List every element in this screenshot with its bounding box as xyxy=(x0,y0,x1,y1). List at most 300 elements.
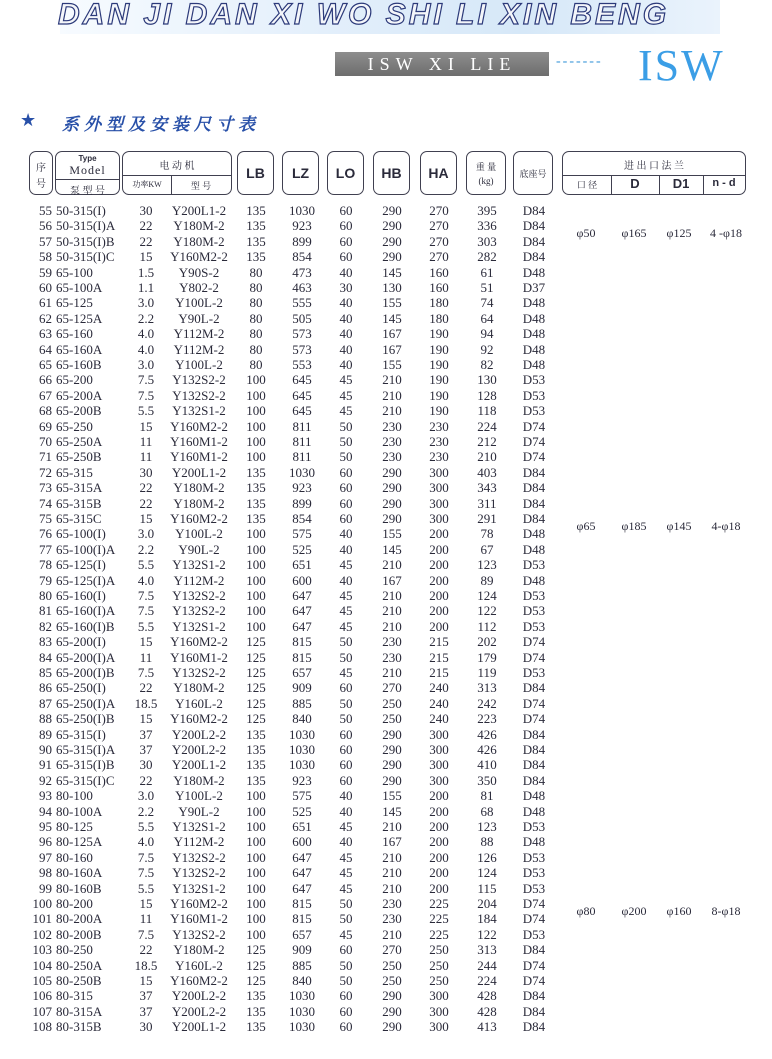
row-number: 63 xyxy=(39,326,52,342)
lo-value: 40 xyxy=(339,341,353,357)
header-bore: 口 径 xyxy=(576,180,598,190)
motor-power: 5.5 xyxy=(137,403,155,419)
weight-value: 92 xyxy=(480,341,494,357)
header-d: D xyxy=(630,176,640,191)
lb-value: 125 xyxy=(246,957,266,973)
motor-power: 11 xyxy=(139,911,153,927)
weight-value: 89 xyxy=(480,572,494,588)
lz-value: 505 xyxy=(292,310,312,326)
lb-value: 100 xyxy=(246,849,266,865)
weight-value: 244 xyxy=(477,957,497,973)
base-value: D74 xyxy=(522,649,546,665)
lo-value: 50 xyxy=(339,911,353,927)
lo-value: 50 xyxy=(339,434,353,449)
base-value: D48 xyxy=(522,526,546,542)
weight-value: 311 xyxy=(477,495,497,511)
header-lz xyxy=(282,151,319,195)
motor-type: Y132S2-2 xyxy=(172,603,226,619)
motor-type: Y160M1-2 xyxy=(170,434,228,449)
lb-value: 100 xyxy=(246,434,266,449)
hb-value: 290 xyxy=(382,757,402,773)
hb-value: 210 xyxy=(382,865,402,881)
lb-value: 100 xyxy=(246,803,266,819)
lb-value: 135 xyxy=(246,511,266,526)
motor-power: 4.0 xyxy=(137,326,155,342)
lb-value: 100 xyxy=(246,880,266,896)
hb-value: 290 xyxy=(382,726,402,742)
lo-value: 60 xyxy=(339,988,353,1004)
lo-value: 45 xyxy=(339,849,353,865)
motor-power: 37 xyxy=(139,742,153,757)
motor-power: 4.0 xyxy=(137,834,155,850)
motor-power: 2.2 xyxy=(137,541,155,557)
lb-value: 100 xyxy=(246,387,266,403)
ha-value: 215 xyxy=(429,665,449,680)
lz-value: 463 xyxy=(292,280,312,295)
motor-type: Y132S1-2 xyxy=(172,880,226,896)
header-hb-label: HB xyxy=(381,165,402,181)
header-motor xyxy=(122,151,232,195)
motor-type: Y160L-2 xyxy=(175,695,223,711)
lb-value: 135 xyxy=(246,249,266,265)
motor-type: Y160M2-2 xyxy=(170,634,228,650)
pinyin-title: DAN JI DAN XI WO SHI LI XIN BENG xyxy=(58,0,670,31)
pump-model: 65-125(I) xyxy=(56,557,106,573)
lz-value: 923 xyxy=(292,480,312,496)
ha-value: 200 xyxy=(429,803,449,819)
motor-type: Y200L2-2 xyxy=(171,988,227,1004)
motor-type: Y160M2-2 xyxy=(170,418,228,434)
motor-power: 22 xyxy=(139,772,153,788)
lo-value: 60 xyxy=(339,680,353,696)
base-value: D48 xyxy=(522,788,546,804)
flange-d1: φ145 xyxy=(666,518,692,533)
base-value: D84 xyxy=(522,772,546,788)
lb-value: 135 xyxy=(246,772,266,788)
hb-value: 167 xyxy=(382,326,402,342)
weight-value: 343 xyxy=(477,480,497,496)
pump-model: 65-160(I)A xyxy=(56,603,116,619)
motor-power: 15 xyxy=(139,973,153,988)
motor-type: Y160M2-2 xyxy=(170,711,228,727)
lz-value: 811 xyxy=(292,449,312,465)
base-value: D53 xyxy=(522,372,546,388)
pump-model: 80-200 xyxy=(56,896,93,911)
row-number: 74 xyxy=(39,495,52,511)
lo-value: 45 xyxy=(339,603,353,619)
flange-d1: φ125 xyxy=(666,226,692,241)
lb-value: 135 xyxy=(246,480,266,496)
motor-type: Y200L1-2 xyxy=(171,1019,227,1035)
weight-value: 313 xyxy=(477,680,497,696)
motor-power: 2.2 xyxy=(137,803,155,819)
lb-value: 100 xyxy=(246,618,266,634)
lz-value: 854 xyxy=(292,249,312,265)
row-number: 77 xyxy=(39,541,52,557)
base-value: D74 xyxy=(522,896,546,911)
hb-value: 210 xyxy=(382,372,402,388)
base-value: D84 xyxy=(522,1019,546,1035)
row-number: 67 xyxy=(39,387,52,403)
hb-value: 210 xyxy=(382,588,402,603)
pump-model: 65-250(I) xyxy=(56,680,106,696)
ha-value: 160 xyxy=(429,280,449,295)
hb-value: 290 xyxy=(382,511,402,526)
row-number: 86 xyxy=(39,680,52,696)
lo-value: 45 xyxy=(339,926,353,942)
lo-value: 60 xyxy=(339,203,353,218)
lo-value: 40 xyxy=(339,572,353,588)
hb-value: 145 xyxy=(382,541,402,557)
motor-type: Y180M-2 xyxy=(173,218,225,234)
ha-value: 230 xyxy=(429,449,449,465)
base-value: D53 xyxy=(522,588,546,603)
ha-value: 270 xyxy=(429,218,449,234)
hb-value: 290 xyxy=(382,249,402,265)
lz-value: 1030 xyxy=(289,464,315,480)
motor-power: 30 xyxy=(139,757,153,773)
base-value: D53 xyxy=(522,849,546,865)
ha-value: 270 xyxy=(429,249,449,265)
motor-power: 18.5 xyxy=(134,957,158,973)
hb-value: 290 xyxy=(382,480,402,496)
header-ha xyxy=(420,151,457,195)
header-base xyxy=(513,151,553,195)
header-model xyxy=(55,151,120,195)
motor-power: 30 xyxy=(139,1019,153,1035)
motor-type: Y100L-2 xyxy=(175,788,223,804)
weight-value: 350 xyxy=(477,772,497,788)
ha-value: 200 xyxy=(429,557,449,573)
lo-value: 40 xyxy=(339,803,353,819)
row-number: 71 xyxy=(39,449,52,465)
pump-model: 65-315(I) xyxy=(56,726,106,742)
ha-value: 180 xyxy=(429,310,449,326)
lo-value: 40 xyxy=(339,326,353,342)
pump-model: 65-125A xyxy=(56,310,103,326)
lz-value: 525 xyxy=(292,803,312,819)
hb-value: 250 xyxy=(382,695,402,711)
motor-type: Y112M-2 xyxy=(173,341,225,357)
lo-value: 45 xyxy=(339,588,353,603)
ha-value: 190 xyxy=(429,326,449,342)
ha-value: 240 xyxy=(429,680,449,696)
ha-value: 300 xyxy=(429,726,449,742)
hb-value: 167 xyxy=(382,834,402,850)
header-lo-label: LO xyxy=(335,165,356,181)
weight-value: 128 xyxy=(477,387,497,403)
motor-type: Y160M2-2 xyxy=(170,511,228,526)
lz-value: 899 xyxy=(292,233,312,249)
header-weight xyxy=(466,151,506,195)
lz-value: 923 xyxy=(292,218,312,234)
motor-power: 15 xyxy=(139,418,153,434)
base-value: D48 xyxy=(522,326,546,342)
lz-value: 651 xyxy=(292,819,312,834)
ha-value: 300 xyxy=(429,988,449,1004)
pump-model: 65-160A xyxy=(56,341,103,357)
hb-value: 290 xyxy=(382,464,402,480)
lo-value: 45 xyxy=(339,618,353,634)
base-value: D74 xyxy=(522,911,546,927)
lb-value: 100 xyxy=(246,418,266,434)
row-number: 70 xyxy=(39,434,52,449)
lb-value: 100 xyxy=(246,603,266,619)
lz-value: 600 xyxy=(292,834,312,850)
row-number: 106 xyxy=(32,988,52,1004)
ha-value: 190 xyxy=(429,372,449,388)
hb-value: 290 xyxy=(382,988,402,1004)
lo-value: 60 xyxy=(339,233,353,249)
header-ha-label: HA xyxy=(428,165,449,181)
ha-value: 200 xyxy=(429,603,449,619)
pump-model: 65-250B xyxy=(56,449,102,465)
pump-model: 80-250 xyxy=(56,942,93,958)
ha-value: 225 xyxy=(429,926,449,942)
flange-bore: φ50 xyxy=(576,226,596,241)
motor-power: 1.1 xyxy=(137,280,155,295)
weight-value: 68 xyxy=(480,803,494,819)
lz-value: 573 xyxy=(292,341,312,357)
lz-value: 909 xyxy=(292,680,312,696)
motor-type: Y132S2-2 xyxy=(172,387,226,403)
row-number: 69 xyxy=(39,418,52,434)
ha-value: 300 xyxy=(429,772,449,788)
lb-value: 135 xyxy=(246,464,266,480)
pump-model: 50-315(I) xyxy=(56,203,106,218)
lz-value: 657 xyxy=(292,665,312,680)
base-value: D84 xyxy=(522,757,546,773)
lb-value: 80 xyxy=(249,357,263,372)
lb-value: 80 xyxy=(249,280,263,295)
motor-power: 11 xyxy=(139,434,153,449)
ha-value: 200 xyxy=(429,819,449,834)
ha-value: 200 xyxy=(429,834,449,850)
motor-power: 1.5 xyxy=(137,264,155,280)
pump-model: 65-160B xyxy=(56,357,102,372)
motor-type: Y200L1-2 xyxy=(171,464,227,480)
ha-value: 200 xyxy=(429,880,449,896)
lz-value: 600 xyxy=(292,572,312,588)
row-number: 68 xyxy=(39,403,52,419)
header-lb xyxy=(237,151,274,195)
motor-power: 30 xyxy=(139,203,153,218)
lo-value: 40 xyxy=(339,526,353,542)
header-model-divider xyxy=(56,179,119,180)
motor-power: 30 xyxy=(139,464,153,480)
lb-value: 135 xyxy=(246,495,266,511)
hb-value: 167 xyxy=(382,341,402,357)
weight-value: 410 xyxy=(477,757,497,773)
weight-value: 78 xyxy=(480,526,494,542)
row-number: 84 xyxy=(39,649,52,665)
hb-value: 155 xyxy=(382,788,402,804)
lz-value: 645 xyxy=(292,403,312,419)
base-value: D48 xyxy=(522,357,546,372)
motor-type: Y160M1-2 xyxy=(170,911,228,927)
lo-value: 50 xyxy=(339,649,353,665)
base-value: D48 xyxy=(522,310,546,326)
base-value: D74 xyxy=(522,973,546,988)
hb-value: 155 xyxy=(382,357,402,372)
motor-power: 7.5 xyxy=(137,926,155,942)
lo-value: 50 xyxy=(339,896,353,911)
motor-type: Y132S2-2 xyxy=(172,849,226,865)
pump-model: 80-200B xyxy=(56,926,102,942)
weight-value: 204 xyxy=(477,896,497,911)
base-value: D74 xyxy=(522,957,546,973)
header-flange xyxy=(562,151,746,195)
lo-value: 60 xyxy=(339,495,353,511)
lz-value: 645 xyxy=(292,387,312,403)
weight-value: 126 xyxy=(477,849,497,865)
ha-value: 300 xyxy=(429,742,449,757)
pump-model: 65-100A xyxy=(56,280,103,295)
lo-value: 50 xyxy=(339,418,353,434)
motor-type: Y180M-2 xyxy=(173,942,225,958)
motor-power: 37 xyxy=(139,1003,153,1019)
lo-value: 50 xyxy=(339,449,353,465)
lo-value: 50 xyxy=(339,957,353,973)
lb-value: 135 xyxy=(246,726,266,742)
lb-value: 125 xyxy=(246,680,266,696)
base-value: D84 xyxy=(522,726,546,742)
lo-value: 60 xyxy=(339,249,353,265)
lb-value: 100 xyxy=(246,572,266,588)
motor-power: 3.0 xyxy=(137,526,155,542)
weight-value: 184 xyxy=(477,911,497,927)
base-value: D84 xyxy=(522,464,546,480)
row-number: 100 xyxy=(32,896,52,911)
pump-model: 80-160A xyxy=(56,865,103,881)
pump-model: 80-315 xyxy=(56,988,93,1004)
hb-value: 270 xyxy=(382,680,402,696)
motor-power: 15 xyxy=(139,249,153,265)
motor-power: 7.5 xyxy=(137,387,155,403)
lz-value: 840 xyxy=(292,711,312,727)
motor-power: 7.5 xyxy=(137,603,155,619)
motor-type: Y180M-2 xyxy=(173,680,225,696)
weight-value: 403 xyxy=(477,464,497,480)
row-number: 98 xyxy=(39,865,52,881)
motor-power: 22 xyxy=(139,218,153,234)
flange-d: φ165 xyxy=(621,226,647,241)
base-value: D53 xyxy=(522,557,546,573)
row-number: 64 xyxy=(39,341,52,357)
motor-type: Y160M1-2 xyxy=(170,649,228,665)
row-number: 82 xyxy=(39,618,52,634)
weight-value: 212 xyxy=(477,434,497,449)
lo-value: 60 xyxy=(339,742,353,757)
weight-value: 67 xyxy=(480,541,494,557)
base-value: D74 xyxy=(522,711,546,727)
weight-value: 242 xyxy=(477,695,497,711)
lb-value: 135 xyxy=(246,1019,266,1035)
dotted-connector: ------- xyxy=(556,54,603,69)
weight-value: 224 xyxy=(477,973,497,988)
lb-value: 100 xyxy=(246,449,266,465)
pump-model: 80-160B xyxy=(56,880,102,896)
ha-value: 250 xyxy=(429,973,449,988)
weight-value: 210 xyxy=(477,449,497,465)
hb-value: 290 xyxy=(382,233,402,249)
row-number: 62 xyxy=(39,310,52,326)
lo-value: 45 xyxy=(339,819,353,834)
motor-type: Y180M-2 xyxy=(173,772,225,788)
lb-value: 100 xyxy=(246,911,266,927)
weight-value: 282 xyxy=(477,249,497,265)
motor-type: Y132S1-2 xyxy=(172,618,226,634)
weight-value: 122 xyxy=(477,926,497,942)
motor-type: Y132S2-2 xyxy=(172,926,226,942)
row-number: 83 xyxy=(39,634,52,650)
pump-model: 65-315(I)C xyxy=(56,772,115,788)
lz-value: 1030 xyxy=(289,988,315,1004)
pump-model: 65-160(I) xyxy=(56,588,106,603)
lz-value: 1030 xyxy=(289,203,315,218)
lz-value: 647 xyxy=(292,880,312,896)
lo-value: 60 xyxy=(339,218,353,234)
row-number: 89 xyxy=(39,726,52,742)
pump-model: 65-250(I)A xyxy=(56,695,116,711)
base-value: D48 xyxy=(522,295,546,311)
lb-value: 100 xyxy=(246,819,266,834)
lb-value: 125 xyxy=(246,942,266,958)
motor-type: Y90L-2 xyxy=(178,803,220,819)
lz-value: 815 xyxy=(292,649,312,665)
motor-power: 7.5 xyxy=(137,849,155,865)
pump-model: 65-200(I) xyxy=(56,634,106,650)
lb-value: 135 xyxy=(246,218,266,234)
lb-value: 135 xyxy=(246,203,266,218)
header-motor-title: 电 动 机 xyxy=(159,161,195,172)
header-motor-divider xyxy=(123,175,231,176)
lb-value: 100 xyxy=(246,896,266,911)
base-value: D84 xyxy=(522,495,546,511)
row-number: 102 xyxy=(32,926,52,942)
header-d1: D1 xyxy=(672,176,690,191)
motor-power: 3.0 xyxy=(137,357,155,372)
lo-value: 60 xyxy=(339,464,353,480)
motor-power: 7.5 xyxy=(137,865,155,881)
lo-value: 60 xyxy=(339,772,353,788)
motor-type: Y132S1-2 xyxy=(172,819,226,834)
weight-value: 395 xyxy=(477,203,497,218)
lb-value: 100 xyxy=(246,834,266,850)
base-value: D84 xyxy=(522,511,546,526)
pump-model: 80-315B xyxy=(56,1019,102,1035)
hb-value: 290 xyxy=(382,1019,402,1035)
lo-value: 45 xyxy=(339,403,353,419)
motor-type: Y180M-2 xyxy=(173,480,225,496)
hb-value: 290 xyxy=(382,203,402,218)
lz-value: 899 xyxy=(292,495,312,511)
lo-value: 50 xyxy=(339,711,353,727)
lb-value: 100 xyxy=(246,588,266,603)
lo-value: 45 xyxy=(339,865,353,881)
hb-value: 210 xyxy=(382,557,402,573)
row-number: 107 xyxy=(32,1003,52,1019)
flange-d: φ200 xyxy=(621,903,647,918)
weight-value: 119 xyxy=(477,665,497,680)
ha-value: 270 xyxy=(429,203,449,218)
header-power: 功率KW xyxy=(132,180,162,189)
lz-value: 645 xyxy=(292,372,312,388)
row-number: 66 xyxy=(39,372,52,388)
base-value: D53 xyxy=(522,865,546,881)
row-number: 91 xyxy=(39,757,52,773)
header-model-cn: 泵 型 号 xyxy=(70,186,105,197)
